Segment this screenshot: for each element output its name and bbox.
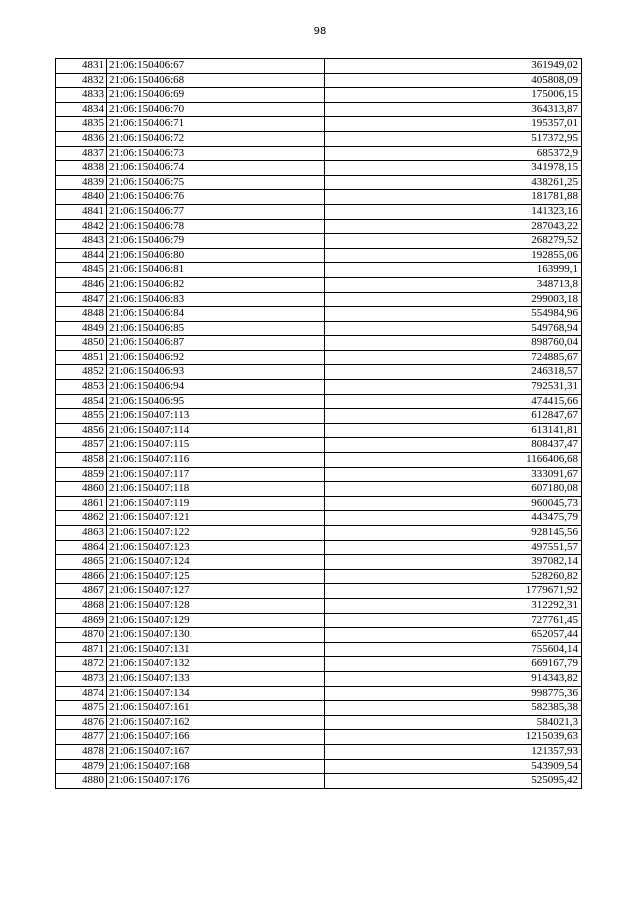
- cadastral-number-cell: 21:06:150406:79: [107, 234, 325, 249]
- table-row: [56, 555, 582, 570]
- cadastral-number-cell: 21:06:150406:70: [107, 102, 325, 117]
- cadastral-value-cell: 299003,18: [325, 292, 582, 307]
- row-number-cell: 4843: [56, 234, 107, 249]
- cadastral-number-cell: 21:06:150407:176: [107, 774, 325, 789]
- cadastral-value-cell: 613141,81: [325, 423, 582, 438]
- table-row: [56, 584, 582, 599]
- row-number-cell: 4853: [56, 380, 107, 395]
- cadastral-number-cell: 21:06:150407:121: [107, 511, 325, 526]
- row-number-cell: 4838: [56, 161, 107, 176]
- cadastral-number-cell: 21:06:150407:161: [107, 701, 325, 716]
- table-row: [56, 248, 582, 263]
- table-body: [56, 59, 582, 789]
- table-row: [56, 701, 582, 716]
- table-row: [56, 511, 582, 526]
- cadastral-value-cell: 724885,67: [325, 350, 582, 365]
- row-number-cell: 4871: [56, 642, 107, 657]
- table-row: [56, 744, 582, 759]
- row-number-cell: 4861: [56, 496, 107, 511]
- cadastral-number-cell: 21:06:150406:72: [107, 131, 325, 146]
- row-number-cell: 4842: [56, 219, 107, 234]
- cadastral-value-cell: 341978,15: [325, 161, 582, 176]
- cadastral-number-cell: 21:06:150407:166: [107, 730, 325, 745]
- cadastral-number-cell: 21:06:150407:131: [107, 642, 325, 657]
- row-number-cell: 4874: [56, 686, 107, 701]
- table-row: [56, 59, 582, 74]
- cadastral-number-cell: 21:06:150406:84: [107, 307, 325, 322]
- cadastral-number-cell: 21:06:150407:113: [107, 409, 325, 424]
- row-number-cell: 4880: [56, 774, 107, 789]
- table-row: [56, 686, 582, 701]
- table-row: [56, 671, 582, 686]
- cadastral-number-cell: 21:06:150406:81: [107, 263, 325, 278]
- cadastral-value-cell: 163999,1: [325, 263, 582, 278]
- row-number-cell: 4845: [56, 263, 107, 278]
- row-number-cell: 4847: [56, 292, 107, 307]
- table-row: [56, 131, 582, 146]
- table-row: [56, 482, 582, 497]
- row-number-cell: 4878: [56, 744, 107, 759]
- row-number-cell: 4860: [56, 482, 107, 497]
- row-number-cell: 4835: [56, 117, 107, 132]
- cadastral-value-cell: 549768,94: [325, 321, 582, 336]
- cadastral-number-cell: 21:06:150406:69: [107, 88, 325, 103]
- table-row: [56, 321, 582, 336]
- cadastral-number-cell: 21:06:150406:93: [107, 365, 325, 380]
- table-row: [56, 569, 582, 584]
- row-number-cell: 4832: [56, 73, 107, 88]
- row-number-cell: 4841: [56, 204, 107, 219]
- row-number-cell: 4863: [56, 526, 107, 541]
- row-number-cell: 4873: [56, 671, 107, 686]
- row-number-cell: 4875: [56, 701, 107, 716]
- table-row: [56, 715, 582, 730]
- table-row: [56, 730, 582, 745]
- table-row: [56, 453, 582, 468]
- cadastral-value-cell: 652057,44: [325, 628, 582, 643]
- cadastral-number-cell: 21:06:150406:75: [107, 175, 325, 190]
- row-number-cell: 4859: [56, 467, 107, 482]
- cadastral-value-cell: 960045,73: [325, 496, 582, 511]
- cadastral-number-cell: 21:06:150407:115: [107, 438, 325, 453]
- table-row: [56, 380, 582, 395]
- cadastral-value-cell: 517372,95: [325, 131, 582, 146]
- row-number-cell: 4849: [56, 321, 107, 336]
- cadastral-value-cell: 246318,57: [325, 365, 582, 380]
- row-number-cell: 4834: [56, 102, 107, 117]
- cadastral-value-cell: 607180,08: [325, 482, 582, 497]
- cadastral-number-cell: 21:06:150407:168: [107, 759, 325, 774]
- cadastral-value-cell: 543909,54: [325, 759, 582, 774]
- cadastral-value-cell: 998775,36: [325, 686, 582, 701]
- cadastral-value-cell: 443475,79: [325, 511, 582, 526]
- cadastral-value-cell: 141323,16: [325, 204, 582, 219]
- cadastral-value-cell: 685372,9: [325, 146, 582, 161]
- row-number-cell: 4862: [56, 511, 107, 526]
- cadastral-value-cell: 361949,02: [325, 59, 582, 74]
- cadastral-value-cell: 1215039,63: [325, 730, 582, 745]
- cadastral-value-cell: 312292,31: [325, 598, 582, 613]
- table-row: [56, 263, 582, 278]
- cadastral-value-cell: 497551,57: [325, 540, 582, 555]
- cadastral-value-cell: 175006,15: [325, 88, 582, 103]
- row-number-cell: 4867: [56, 584, 107, 599]
- cadastral-number-cell: 21:06:150407:125: [107, 569, 325, 584]
- row-number-cell: 4877: [56, 730, 107, 745]
- cadastral-number-cell: 21:06:150406:95: [107, 394, 325, 409]
- row-number-cell: 4852: [56, 365, 107, 380]
- cadastral-value-cell: 405808,09: [325, 73, 582, 88]
- cadastral-number-cell: 21:06:150406:85: [107, 321, 325, 336]
- table-row: [56, 204, 582, 219]
- cadastral-value-cell: 333091,67: [325, 467, 582, 482]
- cadastral-number-cell: 21:06:150406:80: [107, 248, 325, 263]
- cadastral-value-cell: 914343,82: [325, 671, 582, 686]
- page-number: 98: [313, 26, 327, 37]
- row-number-cell: 4876: [56, 715, 107, 730]
- table-row: [56, 774, 582, 789]
- cadastral-value-cell: 364313,87: [325, 102, 582, 117]
- cadastral-number-cell: 21:06:150406:77: [107, 204, 325, 219]
- table-row: [56, 190, 582, 205]
- cadastral-number-cell: 21:06:150407:167: [107, 744, 325, 759]
- cadastral-value-cell: 669167,79: [325, 657, 582, 672]
- cadastral-number-cell: 21:06:150406:74: [107, 161, 325, 176]
- row-number-cell: 4870: [56, 628, 107, 643]
- row-number-cell: 4858: [56, 453, 107, 468]
- cadastral-value-cell: 612847,67: [325, 409, 582, 424]
- row-number-cell: 4864: [56, 540, 107, 555]
- table-row: [56, 277, 582, 292]
- cadastral-value-cell: 474415,66: [325, 394, 582, 409]
- cadastral-number-cell: 21:06:150407:124: [107, 555, 325, 570]
- table-row: [56, 117, 582, 132]
- row-number-cell: 4840: [56, 190, 107, 205]
- cadastral-number-cell: 21:06:150406:92: [107, 350, 325, 365]
- cadastral-number-cell: 21:06:150406:67: [107, 59, 325, 74]
- table-row: [56, 394, 582, 409]
- cadastral-number-cell: 21:06:150407:133: [107, 671, 325, 686]
- cadastral-value-cell: 808437,47: [325, 438, 582, 453]
- row-number-cell: 4833: [56, 88, 107, 103]
- table-row: [56, 292, 582, 307]
- table-row: [56, 657, 582, 672]
- table-row: [56, 628, 582, 643]
- cadastral-value-cell: 755604,14: [325, 642, 582, 657]
- cadastral-value-cell: 438261,25: [325, 175, 582, 190]
- table-row: [56, 102, 582, 117]
- cadastral-number-cell: 21:06:150406:82: [107, 277, 325, 292]
- row-number-cell: 4848: [56, 307, 107, 322]
- cadastral-number-cell: 21:06:150407:132: [107, 657, 325, 672]
- row-number-cell: 4831: [56, 59, 107, 74]
- cadastral-value-cell: 525095,42: [325, 774, 582, 789]
- row-number-cell: 4837: [56, 146, 107, 161]
- table-row: [56, 365, 582, 380]
- cadastral-value-cell: 582385,38: [325, 701, 582, 716]
- cadastral-number-cell: 21:06:150406:71: [107, 117, 325, 132]
- cadastral-number-cell: 21:06:150407:130: [107, 628, 325, 643]
- row-number-cell: 4879: [56, 759, 107, 774]
- table-row: [56, 759, 582, 774]
- table-row: [56, 73, 582, 88]
- cadastral-value-cell: 928145,56: [325, 526, 582, 541]
- table-row: [56, 540, 582, 555]
- cadastral-value-cell: 348713,8: [325, 277, 582, 292]
- table-row: [56, 219, 582, 234]
- cadastral-number-cell: 21:06:150407:118: [107, 482, 325, 497]
- cadastral-value-cell: 287043,22: [325, 219, 582, 234]
- row-number-cell: 4854: [56, 394, 107, 409]
- row-number-cell: 4839: [56, 175, 107, 190]
- cadastral-number-cell: 21:06:150406:78: [107, 219, 325, 234]
- cadastral-number-cell: 21:06:150407:128: [107, 598, 325, 613]
- cadastral-value-cell: 584021,3: [325, 715, 582, 730]
- cadastral-value-cell: 1779671,92: [325, 584, 582, 599]
- table-row: [56, 467, 582, 482]
- table-row: [56, 598, 582, 613]
- row-number-cell: 4844: [56, 248, 107, 263]
- cadastral-value-cell: 397082,14: [325, 555, 582, 570]
- cadastral-value-cell: 192855,06: [325, 248, 582, 263]
- cadastral-value-cell: 181781,88: [325, 190, 582, 205]
- row-number-cell: 4857: [56, 438, 107, 453]
- cadastral-number-cell: 21:06:150406:68: [107, 73, 325, 88]
- table-row: [56, 642, 582, 657]
- cadastral-value-cell: 898760,04: [325, 336, 582, 351]
- cadastral-number-cell: 21:06:150407:122: [107, 526, 325, 541]
- cadastral-value-cell: 1166406,68: [325, 453, 582, 468]
- cadastral-number-cell: 21:06:150406:76: [107, 190, 325, 205]
- table-row: [56, 350, 582, 365]
- cadastral-value-cell: 554984,96: [325, 307, 582, 322]
- row-number-cell: 4855: [56, 409, 107, 424]
- table-row: [56, 438, 582, 453]
- table-row: [56, 526, 582, 541]
- row-number-cell: 4846: [56, 277, 107, 292]
- table-row: [56, 175, 582, 190]
- table-row: [56, 146, 582, 161]
- cadastral-value-table: [55, 58, 582, 789]
- cadastral-number-cell: 21:06:150407:162: [107, 715, 325, 730]
- table-row: [56, 336, 582, 351]
- row-number-cell: 4856: [56, 423, 107, 438]
- table-row: [56, 496, 582, 511]
- row-number-cell: 4868: [56, 598, 107, 613]
- row-number-cell: 4850: [56, 336, 107, 351]
- cadastral-number-cell: 21:06:150406:87: [107, 336, 325, 351]
- cadastral-number-cell: 21:06:150407:123: [107, 540, 325, 555]
- cadastral-value-cell: 727761,45: [325, 613, 582, 628]
- row-number-cell: 4869: [56, 613, 107, 628]
- row-number-cell: 4866: [56, 569, 107, 584]
- cadastral-number-cell: 21:06:150407:119: [107, 496, 325, 511]
- cadastral-value-cell: 268279,52: [325, 234, 582, 249]
- cadastral-value-cell: 121357,93: [325, 744, 582, 759]
- cadastral-value-cell: 528260,82: [325, 569, 582, 584]
- table-row: [56, 88, 582, 103]
- table-row: [56, 234, 582, 249]
- cadastral-value-cell: 195357,01: [325, 117, 582, 132]
- row-number-cell: 4872: [56, 657, 107, 672]
- cadastral-number-cell: 21:06:150407:114: [107, 423, 325, 438]
- cadastral-number-cell: 21:06:150407:116: [107, 453, 325, 468]
- cadastral-number-cell: 21:06:150406:83: [107, 292, 325, 307]
- table-row: [56, 423, 582, 438]
- cadastral-number-cell: 21:06:150407:134: [107, 686, 325, 701]
- row-number-cell: 4851: [56, 350, 107, 365]
- table-row: [56, 613, 582, 628]
- cadastral-number-cell: 21:06:150407:117: [107, 467, 325, 482]
- cadastral-number-cell: 21:06:150406:73: [107, 146, 325, 161]
- row-number-cell: 4836: [56, 131, 107, 146]
- row-number-cell: 4865: [56, 555, 107, 570]
- table-row: [56, 307, 582, 322]
- cadastral-number-cell: 21:06:150407:127: [107, 584, 325, 599]
- cadastral-value-cell: 792531,31: [325, 380, 582, 395]
- table-row: [56, 161, 582, 176]
- cadastral-number-cell: 21:06:150407:129: [107, 613, 325, 628]
- cadastral-number-cell: 21:06:150406:94: [107, 380, 325, 395]
- table-row: [56, 409, 582, 424]
